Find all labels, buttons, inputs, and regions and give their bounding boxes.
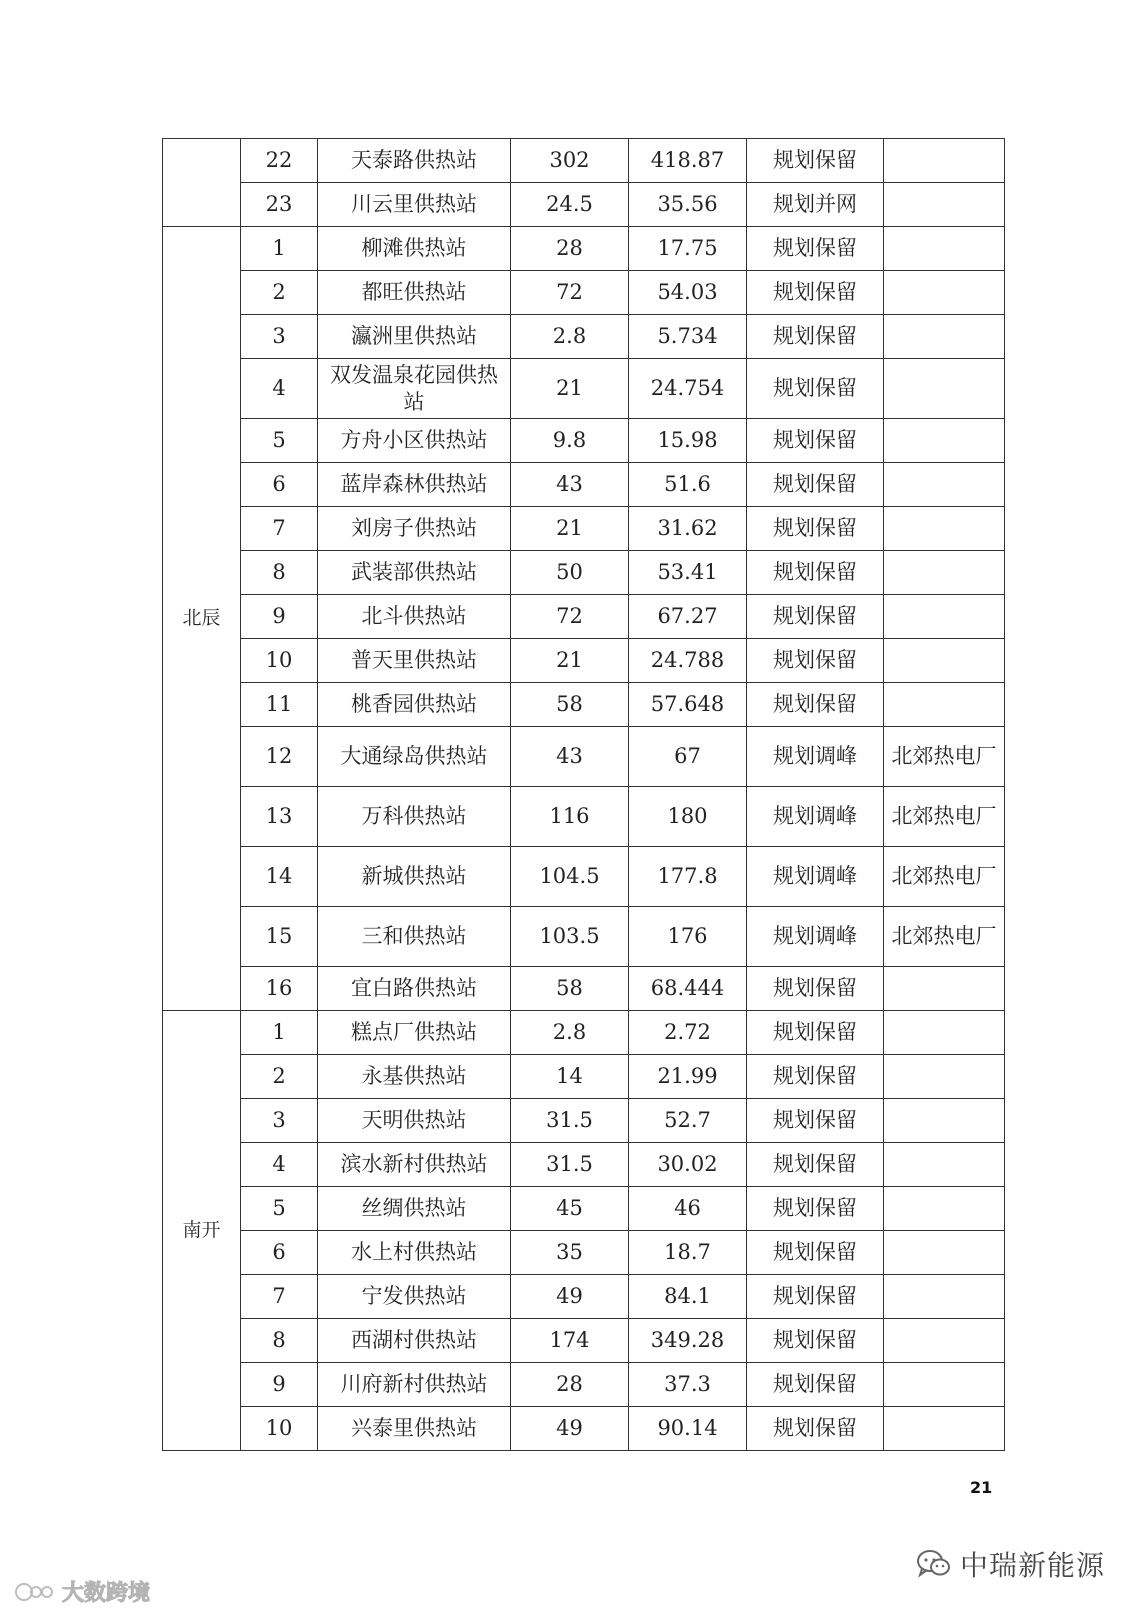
station-name-cell: 方舟小区供热站 <box>318 419 511 463</box>
plan-status-cell: 规划保留 <box>747 595 884 639</box>
station-name-cell: 川府新村供热站 <box>318 1363 511 1407</box>
value-b-cell: 90.14 <box>629 1407 747 1451</box>
plan-status-cell: 规划调峰 <box>747 727 884 787</box>
value-a-cell: 28 <box>511 1363 629 1407</box>
row-number-cell: 8 <box>241 1319 318 1363</box>
plan-status-cell: 规划保留 <box>747 227 884 271</box>
value-a-cell: 2.8 <box>511 1011 629 1055</box>
note-cell <box>884 183 1005 227</box>
row-number-cell: 15 <box>241 907 318 967</box>
row-number-cell: 10 <box>241 639 318 683</box>
note-cell <box>884 595 1005 639</box>
row-number-cell: 11 <box>241 683 318 727</box>
value-b-cell: 5.734 <box>629 315 747 359</box>
note-cell: 北郊热电厂 <box>884 727 1005 787</box>
station-name-cell: 都旺供热站 <box>318 271 511 315</box>
table-row <box>163 847 1005 907</box>
note-cell <box>884 359 1005 419</box>
plan-status-cell: 规划保留 <box>747 551 884 595</box>
table-row <box>163 1407 1005 1451</box>
value-b-cell: 17.75 <box>629 227 747 271</box>
value-a-cell: 31.5 <box>511 1143 629 1187</box>
row-number-cell: 6 <box>241 1231 318 1275</box>
note-cell <box>884 463 1005 507</box>
table-row <box>163 1099 1005 1143</box>
table-row <box>163 1231 1005 1275</box>
row-number-cell: 2 <box>241 271 318 315</box>
note-cell <box>884 271 1005 315</box>
table-row <box>163 419 1005 463</box>
value-a-cell: 50 <box>511 551 629 595</box>
row-number-cell: 13 <box>241 787 318 847</box>
station-name-cell: 柳滩供热站 <box>318 227 511 271</box>
plan-status-cell: 规划保留 <box>747 139 884 183</box>
value-a-cell: 21 <box>511 359 629 419</box>
row-number-cell: 2 <box>241 1055 318 1099</box>
value-b-cell: 15.98 <box>629 419 747 463</box>
plan-status-cell: 规划保留 <box>747 967 884 1011</box>
note-cell <box>884 419 1005 463</box>
value-b-cell: 30.02 <box>629 1143 747 1187</box>
note-cell <box>884 1187 1005 1231</box>
table-row <box>163 551 1005 595</box>
value-b-cell: 67.27 <box>629 595 747 639</box>
table-row <box>163 639 1005 683</box>
note-cell: 北郊热电厂 <box>884 847 1005 907</box>
value-b-cell: 177.8 <box>629 847 747 907</box>
table-row <box>163 315 1005 359</box>
plan-status-cell: 规划保留 <box>747 683 884 727</box>
plan-status-cell: 规划保留 <box>747 315 884 359</box>
value-a-cell: 24.5 <box>511 183 629 227</box>
table-row <box>163 183 1005 227</box>
plan-status-cell: 规划保留 <box>747 359 884 419</box>
row-number-cell: 5 <box>241 1187 318 1231</box>
value-b-cell: 54.03 <box>629 271 747 315</box>
station-name-cell: 天明供热站 <box>318 1099 511 1143</box>
value-a-cell: 43 <box>511 463 629 507</box>
station-name-cell: 丝绸供热站 <box>318 1187 511 1231</box>
plan-status-cell: 规划保留 <box>747 271 884 315</box>
note-cell <box>884 967 1005 1011</box>
table-row <box>163 1319 1005 1363</box>
table-row <box>163 139 1005 183</box>
value-a-cell: 72 <box>511 271 629 315</box>
table-row <box>163 683 1005 727</box>
value-a-cell: 9.8 <box>511 419 629 463</box>
table-row <box>163 1275 1005 1319</box>
value-b-cell: 18.7 <box>629 1231 747 1275</box>
station-name-cell: 双发温泉花园供热站 <box>318 359 511 419</box>
value-a-cell: 49 <box>511 1275 629 1319</box>
row-number-cell: 9 <box>241 1363 318 1407</box>
value-b-cell: 418.87 <box>629 139 747 183</box>
station-name-cell: 永基供热站 <box>318 1055 511 1099</box>
station-name-cell: 普天里供热站 <box>318 639 511 683</box>
note-cell <box>884 1231 1005 1275</box>
brand-name: 中瑞新能源 <box>960 1549 1106 1582</box>
plan-status-cell: 规划调峰 <box>747 847 884 907</box>
plan-status-cell: 规划调峰 <box>747 787 884 847</box>
plan-status-cell: 规划保留 <box>747 1011 884 1055</box>
table-row <box>163 1143 1005 1187</box>
value-b-cell: 24.788 <box>629 639 747 683</box>
station-name-cell: 兴泰里供热站 <box>318 1407 511 1451</box>
station-name-cell: 天泰路供热站 <box>318 139 511 183</box>
row-number-cell: 5 <box>241 419 318 463</box>
plan-status-cell: 规划保留 <box>747 419 884 463</box>
note-cell <box>884 1143 1005 1187</box>
note-cell: 北郊热电厂 <box>884 907 1005 967</box>
station-name-cell: 新城供热站 <box>318 847 511 907</box>
note-cell <box>884 639 1005 683</box>
note-cell <box>884 227 1005 271</box>
note-cell <box>884 1275 1005 1319</box>
table-row <box>163 227 1005 271</box>
page-number: 21 <box>970 1478 993 1497</box>
value-a-cell: 31.5 <box>511 1099 629 1143</box>
row-number-cell: 12 <box>241 727 318 787</box>
table-row <box>163 359 1005 419</box>
row-number-cell: 6 <box>241 463 318 507</box>
row-number-cell: 3 <box>241 315 318 359</box>
station-name-cell: 水上村供热站 <box>318 1231 511 1275</box>
note-cell <box>884 551 1005 595</box>
value-b-cell: 51.6 <box>629 463 747 507</box>
table-row <box>163 1187 1005 1231</box>
value-b-cell: 68.444 <box>629 967 747 1011</box>
value-b-cell: 35.56 <box>629 183 747 227</box>
station-name-cell: 糕点厂供热站 <box>318 1011 511 1055</box>
wechat-brand <box>916 1544 1105 1584</box>
value-b-cell: 67 <box>629 727 747 787</box>
plan-status-cell: 规划调峰 <box>747 907 884 967</box>
plan-status-cell: 规划保留 <box>747 1231 884 1275</box>
value-a-cell: 104.5 <box>511 847 629 907</box>
plan-status-cell: 规划保留 <box>747 1187 884 1231</box>
note-cell <box>884 315 1005 359</box>
value-a-cell: 21 <box>511 507 629 551</box>
watermark-text: 大数跨境 <box>62 1581 151 1606</box>
note-cell <box>884 1319 1005 1363</box>
value-a-cell: 49 <box>511 1407 629 1451</box>
station-name-cell: 川云里供热站 <box>318 183 511 227</box>
note-cell: 北郊热电厂 <box>884 787 1005 847</box>
note-cell <box>884 507 1005 551</box>
value-a-cell: 35 <box>511 1231 629 1275</box>
note-cell <box>884 1055 1005 1099</box>
value-b-cell: 31.62 <box>629 507 747 551</box>
value-a-cell: 14 <box>511 1055 629 1099</box>
table-row <box>163 1363 1005 1407</box>
note-cell <box>884 1011 1005 1055</box>
row-number-cell: 4 <box>241 1143 318 1187</box>
table-row <box>163 595 1005 639</box>
value-b-cell: 84.1 <box>629 1275 747 1319</box>
row-number-cell: 14 <box>241 847 318 907</box>
table-row <box>163 1055 1005 1099</box>
plan-status-cell: 规划并网 <box>747 183 884 227</box>
station-name-cell: 桃香园供热站 <box>318 683 511 727</box>
value-b-cell: 46 <box>629 1187 747 1231</box>
plan-status-cell: 规划保留 <box>747 1319 884 1363</box>
table-row <box>163 967 1005 1011</box>
row-number-cell: 23 <box>241 183 318 227</box>
station-name-cell: 三和供热站 <box>318 907 511 967</box>
value-a-cell: 45 <box>511 1187 629 1231</box>
note-cell <box>884 139 1005 183</box>
station-name-cell: 万科供热站 <box>318 787 511 847</box>
row-number-cell: 7 <box>241 1275 318 1319</box>
plan-status-cell: 规划保留 <box>747 1055 884 1099</box>
value-a-cell: 28 <box>511 227 629 271</box>
row-number-cell: 1 <box>241 227 318 271</box>
wechat-icon <box>916 1549 952 1579</box>
plan-status-cell: 规划保留 <box>747 1363 884 1407</box>
table-row <box>163 507 1005 551</box>
row-number-cell: 22 <box>241 139 318 183</box>
note-cell <box>884 1363 1005 1407</box>
district-cell <box>163 139 241 227</box>
value-a-cell: 174 <box>511 1319 629 1363</box>
value-b-cell: 176 <box>629 907 747 967</box>
note-cell <box>884 683 1005 727</box>
row-number-cell: 4 <box>241 359 318 419</box>
station-name-cell: 刘房子供热站 <box>318 507 511 551</box>
district-cell: 南开 <box>163 1011 241 1451</box>
note-cell <box>884 1407 1005 1451</box>
station-name-cell: 武装部供热站 <box>318 551 511 595</box>
table-row <box>163 463 1005 507</box>
value-a-cell: 72 <box>511 595 629 639</box>
station-name-cell: 大通绿岛供热站 <box>318 727 511 787</box>
plan-status-cell: 规划保留 <box>747 1275 884 1319</box>
value-b-cell: 57.648 <box>629 683 747 727</box>
value-b-cell: 24.754 <box>629 359 747 419</box>
heating-station-table <box>162 138 1005 1451</box>
row-number-cell: 10 <box>241 1407 318 1451</box>
value-b-cell: 21.99 <box>629 1055 747 1099</box>
value-a-cell: 58 <box>511 683 629 727</box>
table-row <box>163 787 1005 847</box>
station-name-cell: 北斗供热站 <box>318 595 511 639</box>
station-name-cell: 西湖村供热站 <box>318 1319 511 1363</box>
row-number-cell: 16 <box>241 967 318 1011</box>
station-name-cell: 宁发供热站 <box>318 1275 511 1319</box>
watermark <box>14 1576 150 1607</box>
value-b-cell: 2.72 <box>629 1011 747 1055</box>
table-body <box>163 139 1005 1451</box>
value-a-cell: 116 <box>511 787 629 847</box>
station-name-cell: 宜白路供热站 <box>318 967 511 1011</box>
value-a-cell: 2.8 <box>511 315 629 359</box>
row-number-cell: 7 <box>241 507 318 551</box>
value-a-cell: 21 <box>511 639 629 683</box>
table-row <box>163 727 1005 787</box>
plan-status-cell: 规划保留 <box>747 639 884 683</box>
plan-status-cell: 规划保留 <box>747 1143 884 1187</box>
station-name-cell: 滨水新村供热站 <box>318 1143 511 1187</box>
station-name-cell: 蓝岸森林供热站 <box>318 463 511 507</box>
row-number-cell: 1 <box>241 1011 318 1055</box>
value-a-cell: 302 <box>511 139 629 183</box>
row-number-cell: 9 <box>241 595 318 639</box>
plan-status-cell: 规划保留 <box>747 1099 884 1143</box>
ioo-logo-icon <box>14 1580 56 1604</box>
value-b-cell: 53.41 <box>629 551 747 595</box>
value-b-cell: 349.28 <box>629 1319 747 1363</box>
table-row <box>163 1011 1005 1055</box>
value-a-cell: 58 <box>511 967 629 1011</box>
row-number-cell: 8 <box>241 551 318 595</box>
value-b-cell: 180 <box>629 787 747 847</box>
value-b-cell: 37.3 <box>629 1363 747 1407</box>
note-cell <box>884 1099 1005 1143</box>
table-row <box>163 271 1005 315</box>
plan-status-cell: 规划保留 <box>747 507 884 551</box>
station-name-cell: 瀛洲里供热站 <box>318 315 511 359</box>
value-a-cell: 103.5 <box>511 907 629 967</box>
value-a-cell: 43 <box>511 727 629 787</box>
district-cell: 北辰 <box>163 227 241 1011</box>
plan-status-cell: 规划保留 <box>747 1407 884 1451</box>
row-number-cell: 3 <box>241 1099 318 1143</box>
value-b-cell: 52.7 <box>629 1099 747 1143</box>
table-row <box>163 907 1005 967</box>
plan-status-cell: 规划保留 <box>747 463 884 507</box>
